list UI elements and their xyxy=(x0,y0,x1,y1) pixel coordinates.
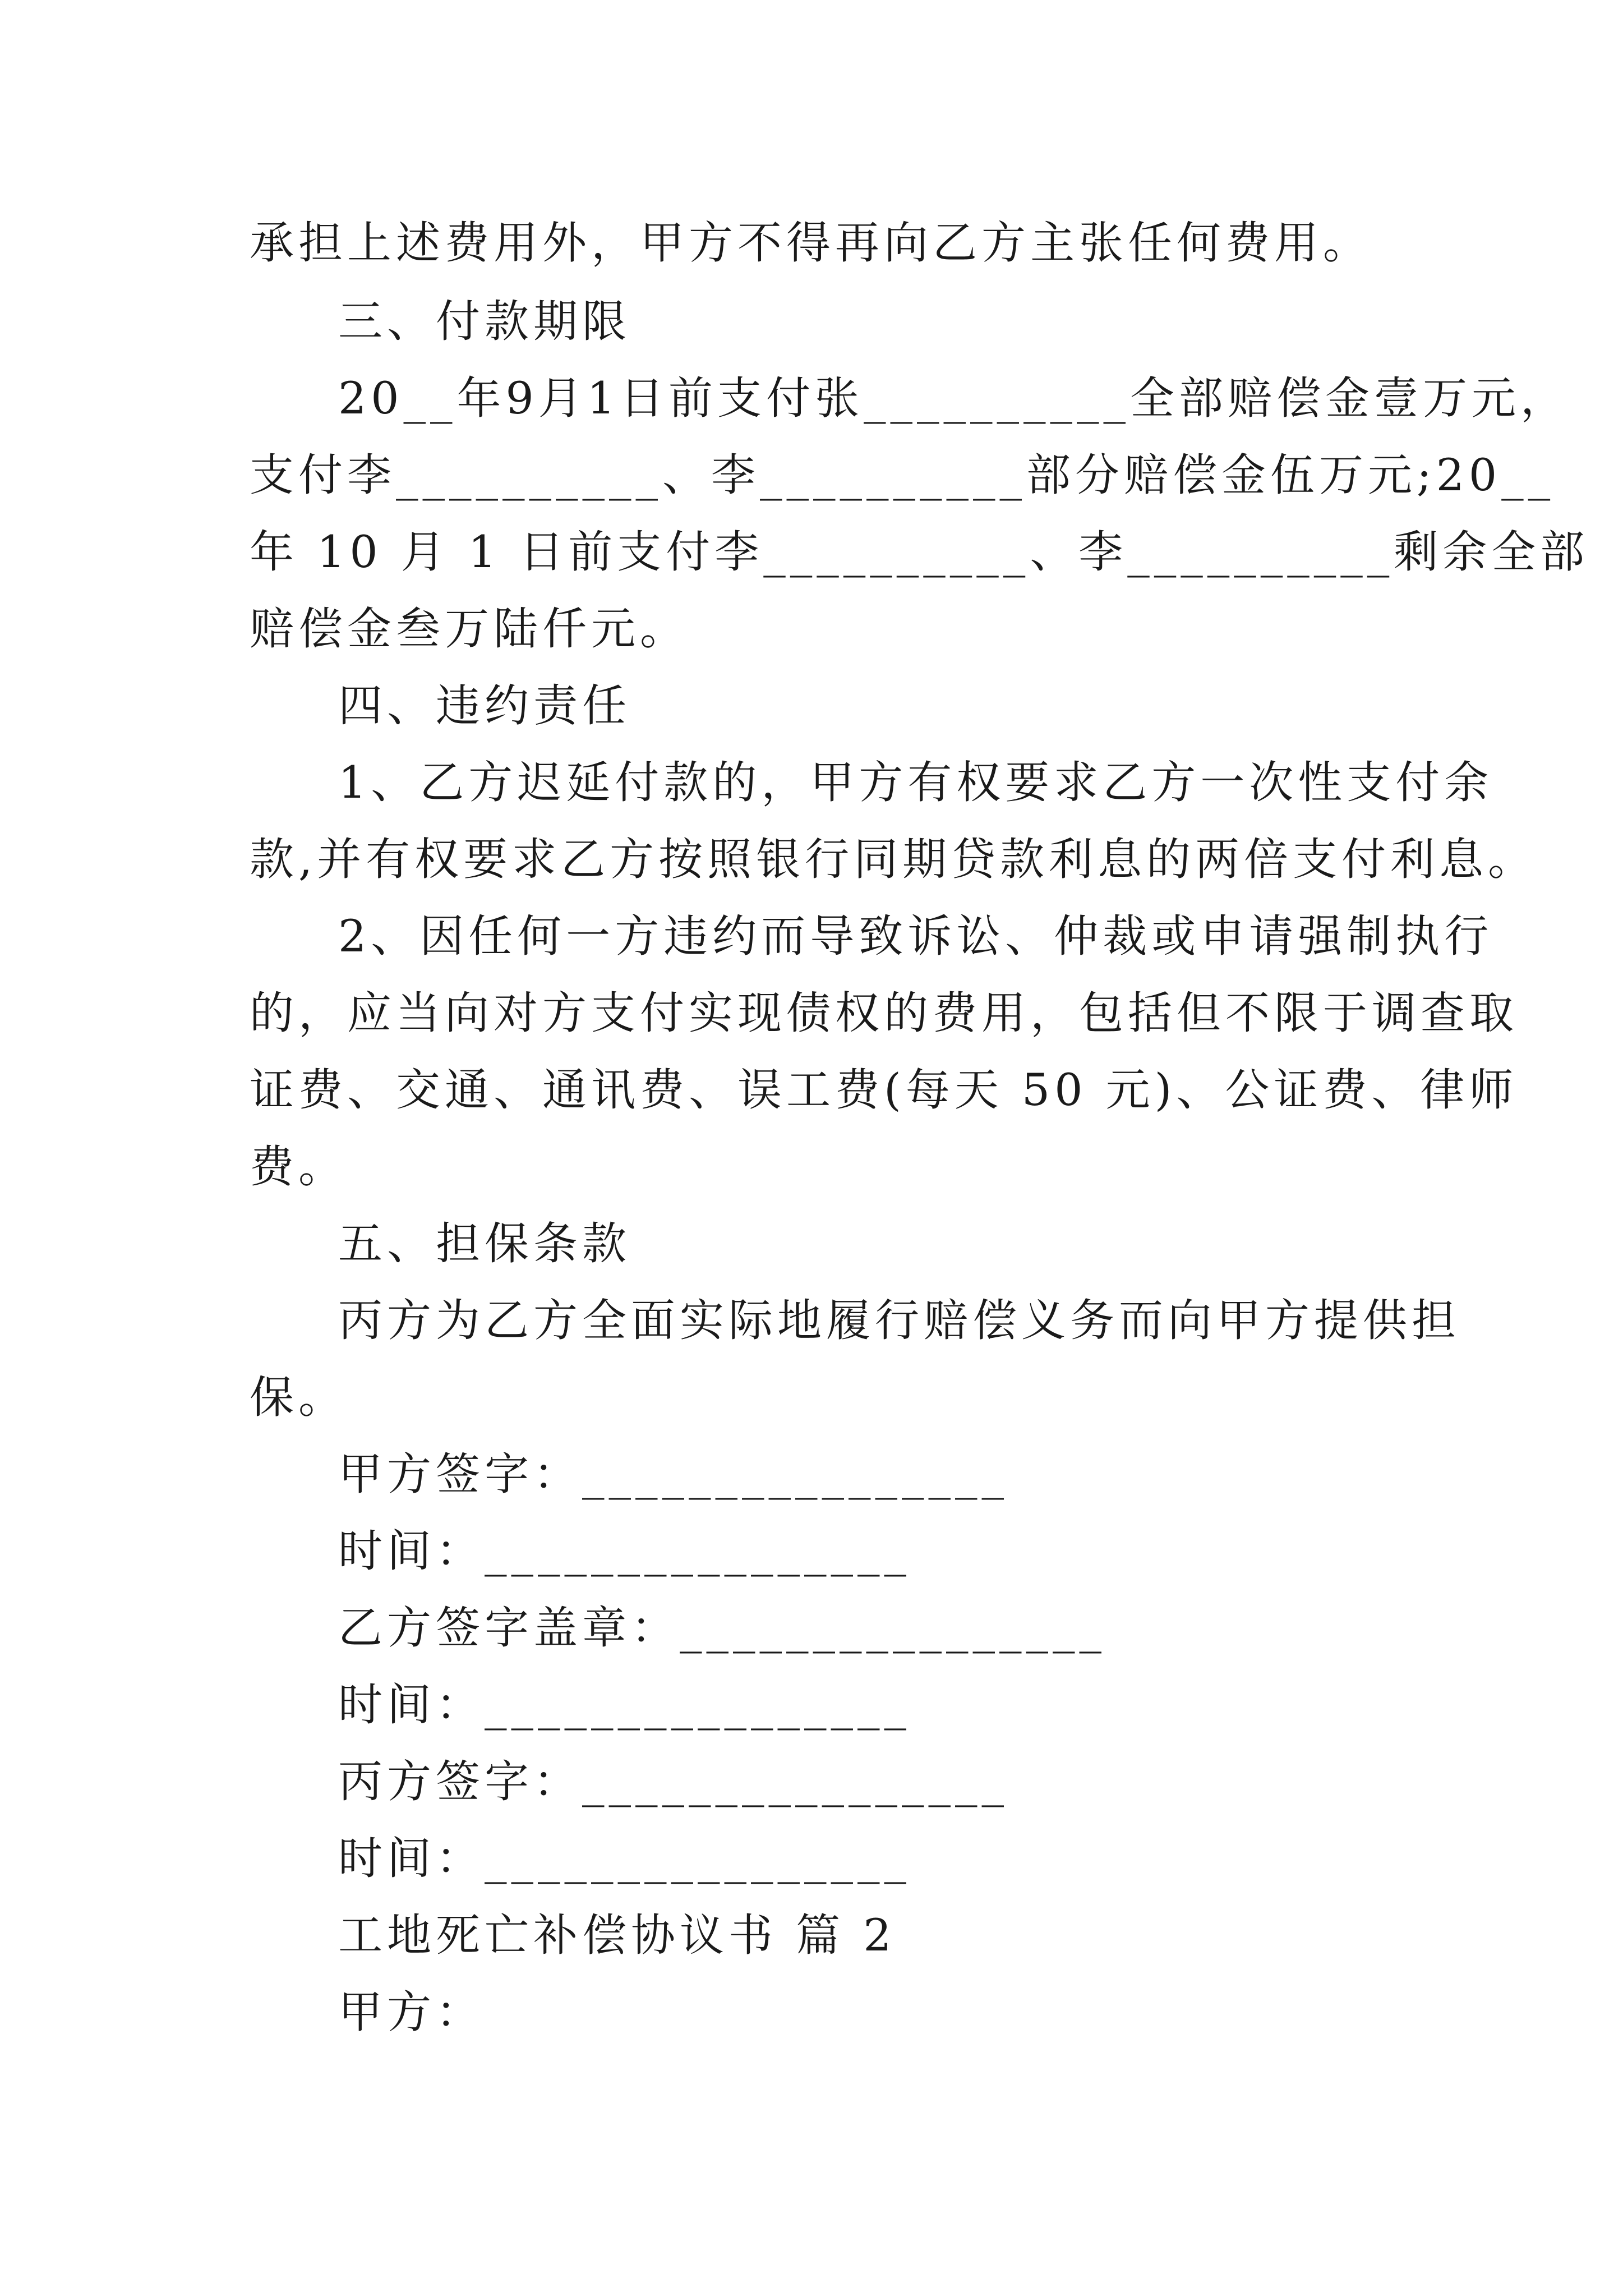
party-b-signature-line: 乙方签字盖章：________________ xyxy=(338,1602,1106,1654)
party-c-date-line: 时间：________________ xyxy=(338,1833,911,1884)
text-line-12: 证费、交通、通讯费、误工费(每天 50 元)、公证费、律师 xyxy=(250,1064,1518,1116)
party-a-label: 甲方： xyxy=(338,1986,485,2038)
text-line-10: 2、因任何一方违约而导致诉讼、仲裁或申请强制执行 xyxy=(338,910,1493,962)
section-heading-guarantee: 五、担保条款 xyxy=(338,1218,631,1269)
next-agreement-title: 工地死亡补偿协议书 篇 2 xyxy=(338,1910,896,1961)
text-line-13: 费。 xyxy=(250,1141,347,1193)
section-heading-payment-deadline: 三、付款期限 xyxy=(338,296,631,347)
section-heading-breach: 四、违约责任 xyxy=(338,680,631,731)
party-a-signature-line: 甲方签字：________________ xyxy=(338,1448,1008,1500)
text-line-1: 承担上述费用外，甲方不得再向乙方主张任何费用。 xyxy=(250,217,1372,269)
text-line-6: 赔偿金叁万陆仟元。 xyxy=(250,603,689,655)
text-line-5: 年 10 月 1 日前支付李__________、李__________剩余全部 xyxy=(250,526,1589,578)
text-line-11: 的，应当向对方支付实现债权的费用，包括但不限于调查取 xyxy=(250,987,1518,1039)
text-line-8: 1、乙方迟延付款的，甲方有权要求乙方一次性支付余 xyxy=(338,757,1493,808)
text-line-3: 20__年9月1日前支付张__________全部赔偿金壹万元， xyxy=(338,372,1570,424)
text-line-9: 款,并有权要求乙方按照银行同期贷款利息的两倍支付利息。 xyxy=(250,834,1537,885)
text-line-16: 保。 xyxy=(250,1372,347,1423)
text-line-4: 支付李__________、李__________部分赔偿金伍万元;20__ xyxy=(250,449,1555,501)
party-a-date-line: 时间：________________ xyxy=(338,1525,911,1577)
party-c-signature-line: 丙方签字：________________ xyxy=(338,1756,1008,1807)
text-line-15: 丙方为乙方全面实际地履行赔偿义务而向甲方提供担 xyxy=(338,1295,1460,1346)
party-b-date-line: 时间：________________ xyxy=(338,1679,911,1731)
